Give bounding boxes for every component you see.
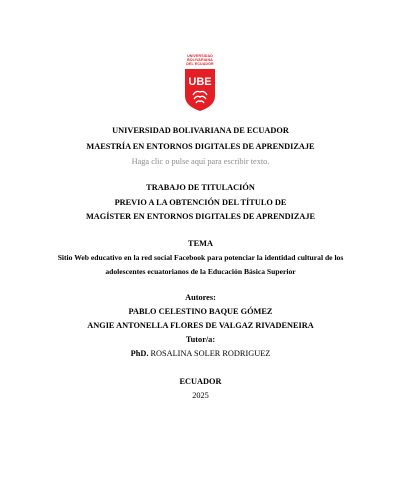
author-2: ANGIE ANTONELLA FLORES DE VALGAZ RIVADENEIRA bbox=[87, 321, 314, 330]
work-type-line-1: TRABAJO DE TITULACIÓN bbox=[146, 183, 255, 192]
country: ECUADOR bbox=[179, 377, 222, 386]
shield-icon bbox=[184, 68, 216, 112]
authors-label: Autores: bbox=[185, 293, 216, 302]
logo-acronym: UBE bbox=[188, 76, 212, 88]
topic-line-2: adolescentes ecuatorianos de la Educación Básica Superior bbox=[105, 267, 296, 276]
tutor-name: ROSALINA SOLER RODRIGUEZ bbox=[148, 349, 271, 358]
logo-text-line-2: BOLIVARIANA bbox=[187, 58, 213, 62]
ube-logo bbox=[172, 54, 228, 114]
tutor-prefix: PhD. bbox=[130, 349, 149, 358]
topic-line-1: Sitio Web educativo en la red social Facebook para potenciar la identidad cultural de los bbox=[57, 253, 344, 262]
tutor-label: Tutor/a: bbox=[185, 335, 216, 344]
year: 2025 bbox=[192, 391, 209, 400]
logo-text-line-1: UNIVERSIDAD bbox=[187, 54, 213, 58]
work-type-line-3: MAGÍSTER EN ENTORNOS DIGITALES DE APRENDIZAJE bbox=[85, 212, 316, 221]
university-name: UNIVERSIDAD BOLIVARIANA DE ECUADOR bbox=[112, 126, 289, 135]
work-type-line-2: PREVIO A LA OBTENCIÓN DEL TÍTULO DE bbox=[114, 198, 287, 207]
program-name: MAESTRÍA EN ENTORNOS DIGITALES DE APRENDIZAJE bbox=[86, 142, 315, 151]
text-placeholder[interactable]: Haga clic o pulse aquí para escribir texto. bbox=[131, 157, 270, 166]
author-1: PABLO CELESTINO BAQUE GÓMEZ bbox=[128, 307, 273, 316]
logo-text-line-3: DEL ECUADOR bbox=[186, 62, 214, 66]
tutor-line bbox=[0, 348, 401, 359]
topic-label: TEMA bbox=[188, 239, 213, 248]
